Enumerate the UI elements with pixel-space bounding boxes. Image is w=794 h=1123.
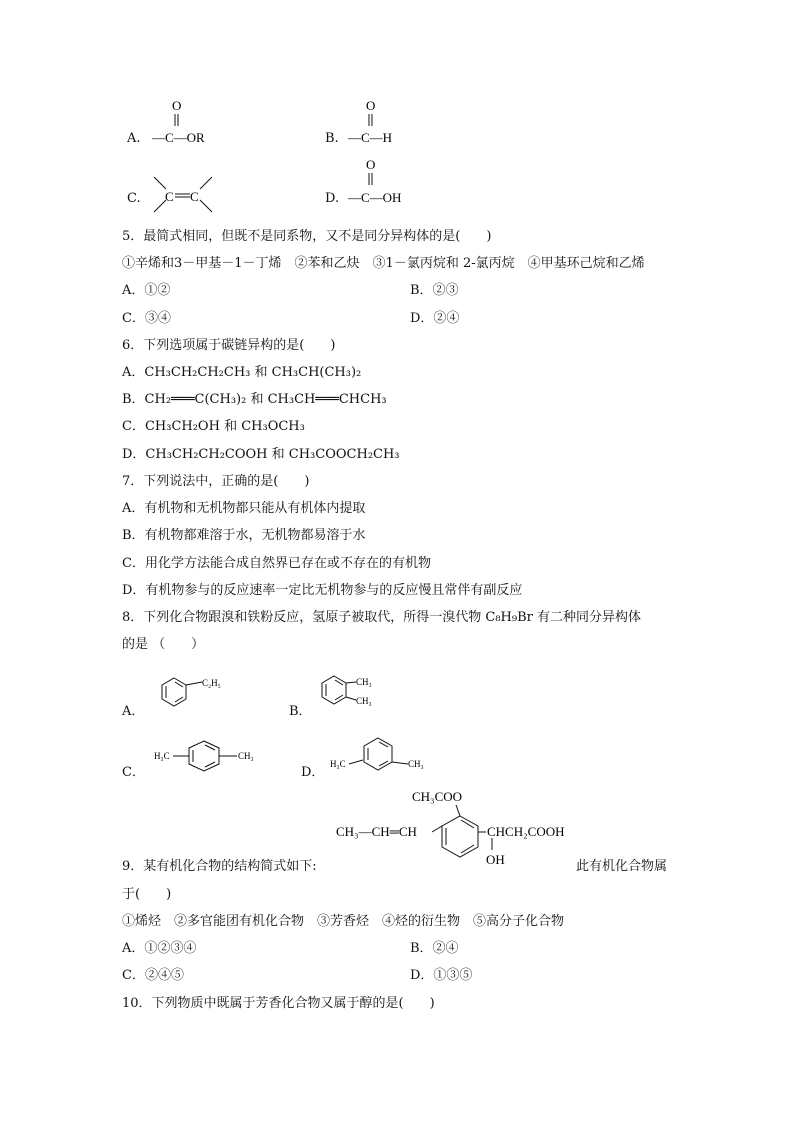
q4-d-formula: —C—OH <box>348 190 402 205</box>
q4-option-a-letter: A. <box>127 131 141 146</box>
q8-option-a-structure <box>150 672 250 718</box>
q9-stem-right: 此有机化合物属 <box>576 859 668 874</box>
q4-option-c-letter: C. <box>127 191 141 206</box>
q4-option-a-structure <box>150 96 230 152</box>
q8-c-right-methyl: CH₃ <box>238 751 254 761</box>
q5-option-c: C．③④ <box>122 311 171 326</box>
q8-d-right-methyl: CH₃ <box>408 759 424 769</box>
q8-d-left-methyl: H₃C <box>330 759 346 769</box>
q6-option-d: D．CH₃CH₂CH₂COOH 和 CH₃COOCH₂CH₃ <box>122 447 400 462</box>
q4-option-d-structure <box>346 155 436 211</box>
q4-b-formula: —C—H <box>348 130 393 145</box>
q6-stem: 6．下列选项属于碳链异构的是( ) <box>122 338 336 353</box>
q4-a-formula: —C—OR <box>152 130 205 145</box>
q6-option-a: A．CH₃CH₂CH₂CH₃ 和 CH₃CH(CH₃)₂ <box>122 365 362 380</box>
q5-items: ①辛烯和3－甲基－1－丁烯 ②苯和乙炔 ③1－氯丙烷和 2-氯丙烷 ④甲基环己烷和乙烯 <box>122 256 645 271</box>
q4-option-c-structure <box>148 172 218 220</box>
q8-option-b-structure <box>310 668 410 718</box>
q5-option-a: A．①② <box>122 283 171 298</box>
q8-option-a-letter: A． <box>122 704 145 719</box>
q9-items: ①烯烃 ②多官能团有机化合物 ③芳香烃 ④烃的衍生物 ⑤高分子化合物 <box>122 914 565 929</box>
q9-option-b: B．②④ <box>410 941 459 956</box>
q8-stem-line-1: 8．下列化合物跟溴和铁粉反应，氢原子被取代，所得一溴代物 C₈H₉Br 有二种同分异构体 <box>122 610 642 625</box>
q9-option-a: A．①②③④ <box>122 941 197 956</box>
q9-side-chain: CHCH₂COOH <box>487 824 565 839</box>
q9-option-d: D．①③⑤ <box>410 968 473 983</box>
q4-b-oxygen: O <box>366 98 376 113</box>
q7-option-b: B．有机物都难溶于水，无机物都易溶于水 <box>122 528 366 543</box>
q7-option-d: D．有机物参与的反应速率一定比无机物参与的反应慢且常伴有副反应 <box>122 583 523 598</box>
q6-option-c: C．CH₃CH₂OH 和 CH₃OCH₃ <box>122 419 305 434</box>
q4-a-oxygen: O <box>172 98 182 113</box>
q4-d-oxygen: O <box>366 157 376 172</box>
q9-stem-line-2: 于( ) <box>122 887 172 902</box>
q8-option-d-structure <box>328 730 458 780</box>
q5-option-b: B．②③ <box>410 283 459 298</box>
q8-stem-line-2: 的是 （ ） <box>122 637 205 652</box>
q4-option-b-structure <box>346 96 426 152</box>
q4-option-d-letter: D. <box>325 191 340 206</box>
q10-stem: 10．下列物质中既属于芳香化合物又属于醇的是( ) <box>122 996 435 1011</box>
q9-option-c: C．②④⑤ <box>122 968 184 983</box>
q9-structure <box>334 786 594 876</box>
q8-option-d-letter: D． <box>301 765 325 780</box>
q4-c-carbon-1: C <box>165 189 174 204</box>
q9-acetoxy: CH₃COO <box>412 789 463 804</box>
q4-option-b-letter: B. <box>325 131 339 146</box>
q5-option-d: D．②④ <box>410 311 460 326</box>
q8-option-c-letter: C． <box>122 765 145 780</box>
q8-option-c-structure <box>152 733 282 779</box>
q7-option-a: A．有机物和无机物都只能从有机体内提取 <box>122 501 366 516</box>
q9-propenyl: CH₃—CH═CH <box>336 824 417 839</box>
q9-stem-left: 9．某有机化合物的结构简式如下: <box>122 859 317 874</box>
q9-hydroxyl: OH <box>486 852 505 867</box>
q8-a-ethyl: C₂H₅ <box>202 678 221 688</box>
q8-b-methyl-1: CH₃ <box>356 677 372 687</box>
q7-stem: 7．下列说法中，正确的是( ) <box>122 474 310 489</box>
q7-option-c: C．用化学方法能合成自然界已存在或不存在的有机物 <box>122 556 431 571</box>
q6-option-b: B．CH₂═══C(CH₃)₂ 和 CH₃CH═══CHCH₃ <box>122 392 387 407</box>
q5-stem: 5．最简式相同，但既不是同系物，又不是同分异构体的是( ) <box>122 229 492 244</box>
q8-c-left-methyl: H₃C <box>154 751 170 761</box>
q8-b-methyl-2: CH₃ <box>356 696 372 706</box>
q4-c-carbon-2: C <box>190 189 199 204</box>
q8-option-b-letter: B． <box>289 704 312 719</box>
